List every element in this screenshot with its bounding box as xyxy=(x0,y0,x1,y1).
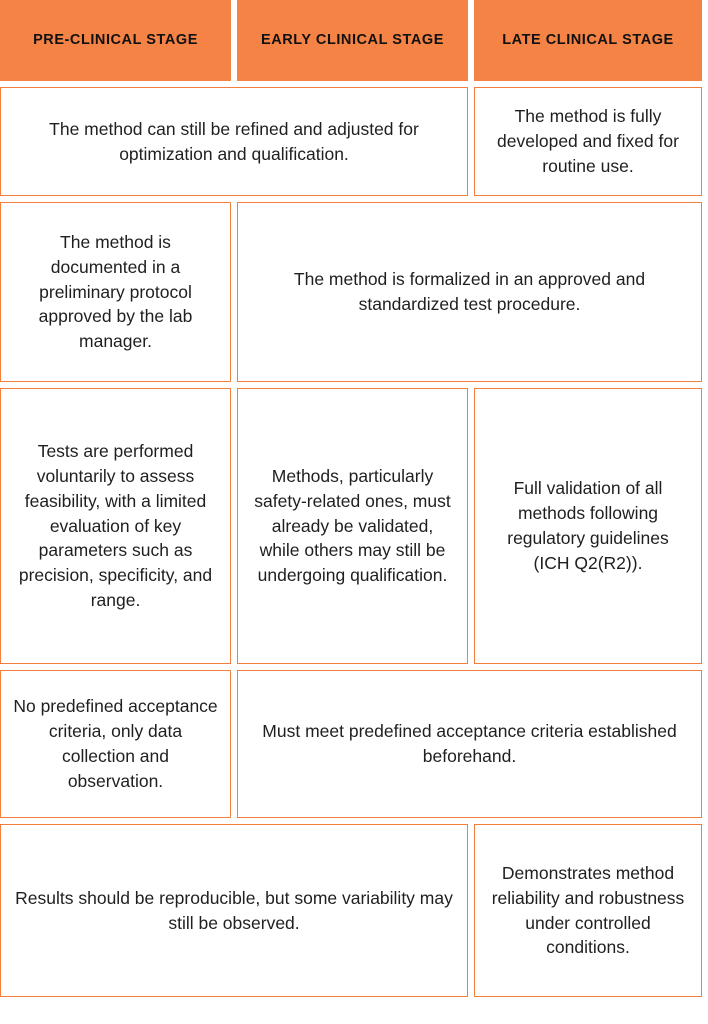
cell-predefined-acceptance-criteria: Must meet predefined acceptance criteria established beforehand. xyxy=(237,670,702,818)
cell-reproducible-results: Results should be reproducible, but some variability may still be observed. xyxy=(0,824,468,997)
column-header-early-clinical: EARLY CLINICAL STAGE xyxy=(237,0,468,81)
cell-method-refinement: The method can still be refined and adjusted for optimization and qualification. xyxy=(0,87,468,196)
cell-standardized-procedure: The method is formalized in an approved and standardized test procedure. xyxy=(237,202,702,382)
table-row xyxy=(0,388,708,664)
column-header-late-clinical: LATE CLINICAL STAGE xyxy=(474,0,702,81)
cell-full-validation: Full validation of all methods following regulatory guidelines (ICH Q2(R2)). xyxy=(474,388,702,664)
cell-safety-methods-validated: Methods, particularly safety-related ones, must already be validated, while others may still be undergoing qualification. xyxy=(237,388,468,664)
table-header-row xyxy=(0,0,708,81)
cell-no-acceptance-criteria: No predefined acceptance criteria, only data collection and observation. xyxy=(0,670,231,818)
table-row xyxy=(0,824,708,997)
table-row xyxy=(0,87,708,196)
table-row xyxy=(0,202,708,382)
column-header-pre-clinical: PRE-CLINICAL STAGE xyxy=(0,0,231,81)
cell-voluntary-tests: Tests are performed voluntarily to assess feasibility, with a limited evaluation of key parameters such as precision, specificity, and range. xyxy=(0,388,231,664)
cell-method-reliability: Demonstrates method reliability and robustness under controlled conditions. xyxy=(474,824,702,997)
cell-preliminary-protocol: The method is documented in a preliminary protocol approved by the lab manager. xyxy=(0,202,231,382)
table-row xyxy=(0,670,708,818)
cell-method-fixed: The method is fully developed and fixed for routine use. xyxy=(474,87,702,196)
